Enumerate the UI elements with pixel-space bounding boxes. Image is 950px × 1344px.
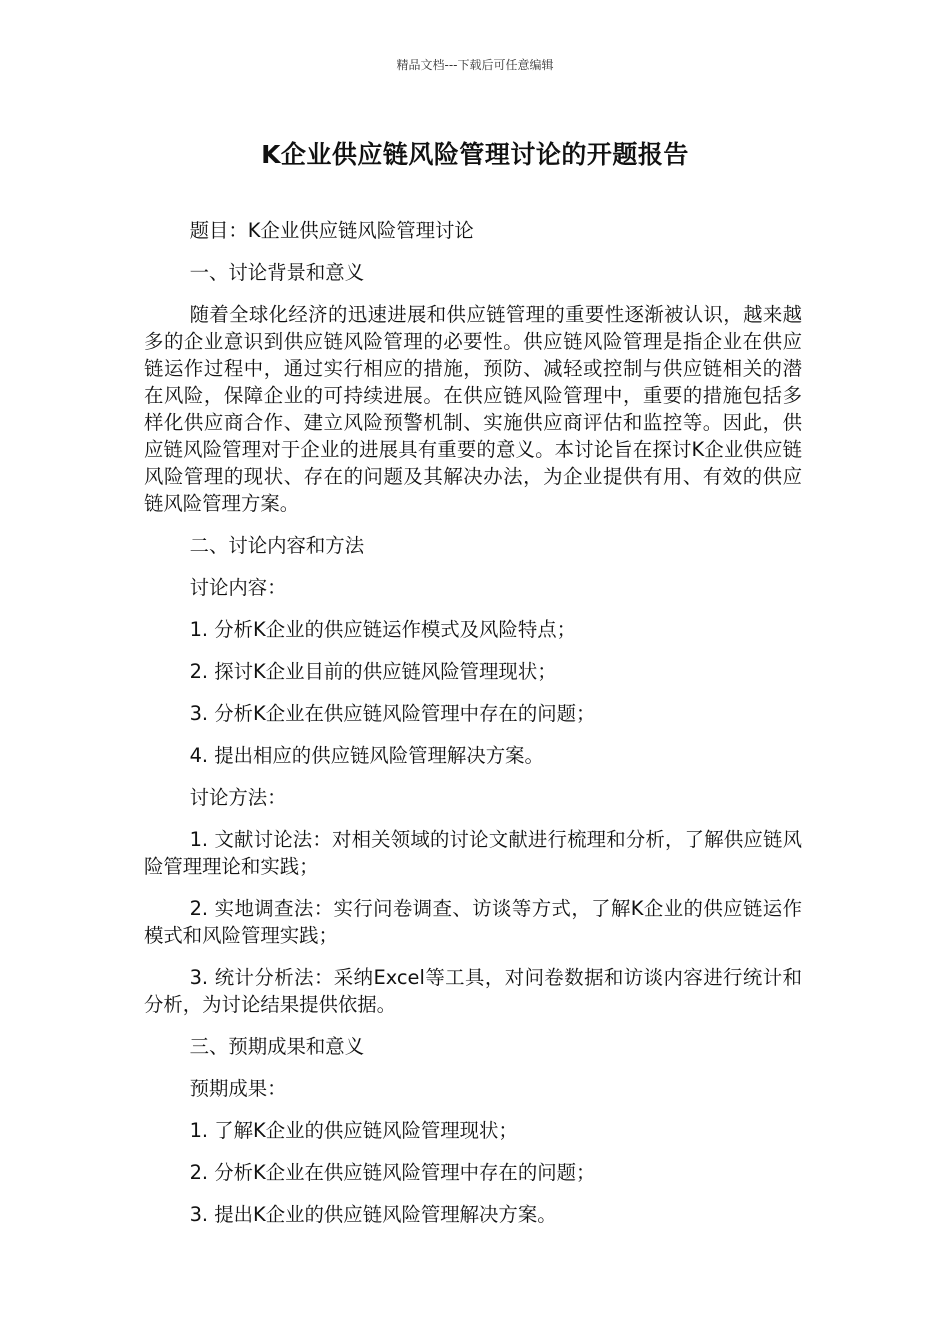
section-heading: 三、预期成果和意义 [189,1035,365,1058]
subheading: 讨论内容： [189,576,287,599]
list-item: 2. 探讨K企业目前的供应链风险管理现状； [189,660,557,683]
subheading: 预期成果： [189,1077,287,1100]
document-title: K企业供应链风险管理讨论的开题报告 [261,140,689,169]
section-heading: 一、讨论背景和意义 [189,261,365,284]
section-heading: 二、讨论内容和方法 [189,534,365,557]
list-item: 2. 实地调查法：实行问卷调查、访谈等方式，了解K企业的供应链运作模式和风险管理实践； [144,897,802,947]
list-item: 2. 分析K企业在供应链风险管理中存在的问题； [189,1161,596,1184]
list-item: 1. 分析K企业的供应链运作模式及风险特点； [189,618,576,641]
list-item: 3. 分析K企业在供应链风险管理中存在的问题； [189,702,596,725]
list-item: 4. 提出相应的供应链风险管理解决方案。 [189,744,544,767]
list-item: 1. 了解K企业的供应链风险管理现状； [189,1119,518,1142]
document-body [144,217,802,1243]
subheading: 讨论方法： [189,786,287,809]
list-item: 3. 统计分析法：采纳Excel等工具，对问卷数据和访谈内容进行统计和分析，为讨论结果提供依据。 [144,966,802,1016]
list-item: 1. 文献讨论法：对相关领域的讨论文献进行梳理和分析，了解供应链风险管理理论和实践； [144,828,802,878]
header-note: 精品文档---下载后可任意编辑 [396,58,554,72]
list-item: 3. 提出K企业的供应链风险管理解决方案。 [189,1203,557,1226]
body-paragraph: 随着全球化经济的迅速进展和供应链管理的重要性逐渐被认识，越来越多的企业意识到供应链风险管理的必要性。供应链风险管理是指企业在供应链运作过程中，通过实行相应的措施，预防、减轻或控制与供应链相关的潜在风险，保障企业的可持续进展。在供应链风险管理中，重要的措施包括多样化供应商合作、建立风险预警机制、实施供应商评估和监控等。因此，供应链风险管理对于企业的进展具有重要的意义。本讨论旨在探讨K企业供应链风险管理的现状、存在的问题及其解决办法，为企业提供有用、有效的供应链风险管理方案。 [144,303,802,515]
topic-line: 题目：K企业供应链风险管理讨论 [189,219,474,242]
